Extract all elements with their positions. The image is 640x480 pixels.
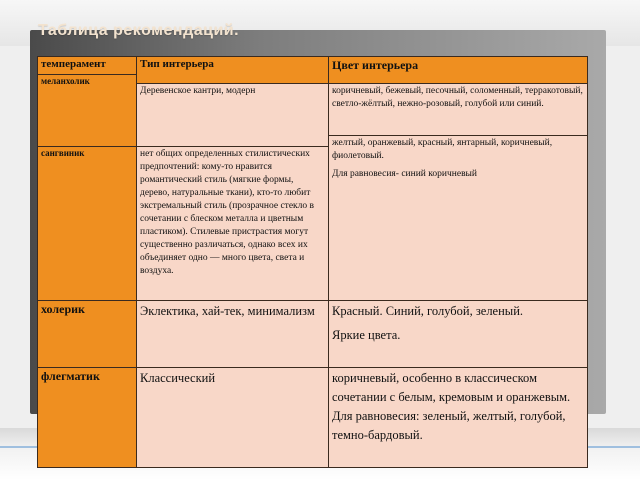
header-temperament: темперамент: [38, 57, 137, 75]
color-text: Красный. Синий, голубой, зеленый.: [332, 303, 524, 318]
header-interior-color: Цвет интерьера: [329, 57, 588, 75]
temperament-choleric: холерик: [38, 300, 137, 367]
interior-type-melancholic: Деревенское кантри, модерн: [137, 83, 329, 146]
color-text: коричневый, бежевый, песочный, соломенный, терракотовый, светло-жёлтый, нежно-розовый, голубой или синий.: [332, 85, 583, 109]
color-phlegmatic: [329, 367, 588, 467]
temperament-sanguine: сангвиник: [38, 146, 137, 300]
interior-type-sanguine: нет общих определенных стилистических предпочтений: кому-то нравится романтический стиль (мягкие формы, дерево, натуральные ткани), кто-то любит экстремальный стиль (прозрачное стекло в сочетании с блеском металла и цветным пластиком). Стилевые пристрастия могут существенно различаться, однако всех их объединяет одно — много цвета, света и воздуха.: [137, 146, 329, 300]
color-text: Яркие цвета.: [332, 327, 401, 342]
table-row: [38, 367, 588, 467]
temperament-melancholic: меланхолик: [38, 74, 137, 146]
recommendation-table: [37, 56, 588, 468]
table-header-row: [38, 57, 588, 75]
color-text: желтый, оранжевый, красный, янтарный, коричневый, фиолетовый.: [332, 137, 553, 161]
interior-type-choleric: Эклектика, хай-тек, минимализм: [137, 300, 329, 367]
interior-type-phlegmatic: Классический: [137, 367, 329, 467]
header-interior-type: Тип интерьера: [137, 57, 329, 84]
color-melancholic: [329, 83, 588, 135]
header-color-filler: [329, 74, 588, 83]
color-text: Для равновесия- синий коричневый: [332, 168, 478, 179]
page-title: Таблица рекомендаций.: [38, 22, 240, 39]
temperament-phlegmatic: флегматик: [38, 367, 137, 467]
color-choleric: [329, 300, 588, 367]
color-sanguine: [329, 135, 588, 300]
color-text: коричневый, особенно в классическом сочетании с белым, кремовым и оранжевым. Для равновесия: зеленый, желтый, голубой, темно-бардовый.: [332, 370, 571, 442]
table-row: [38, 300, 588, 367]
